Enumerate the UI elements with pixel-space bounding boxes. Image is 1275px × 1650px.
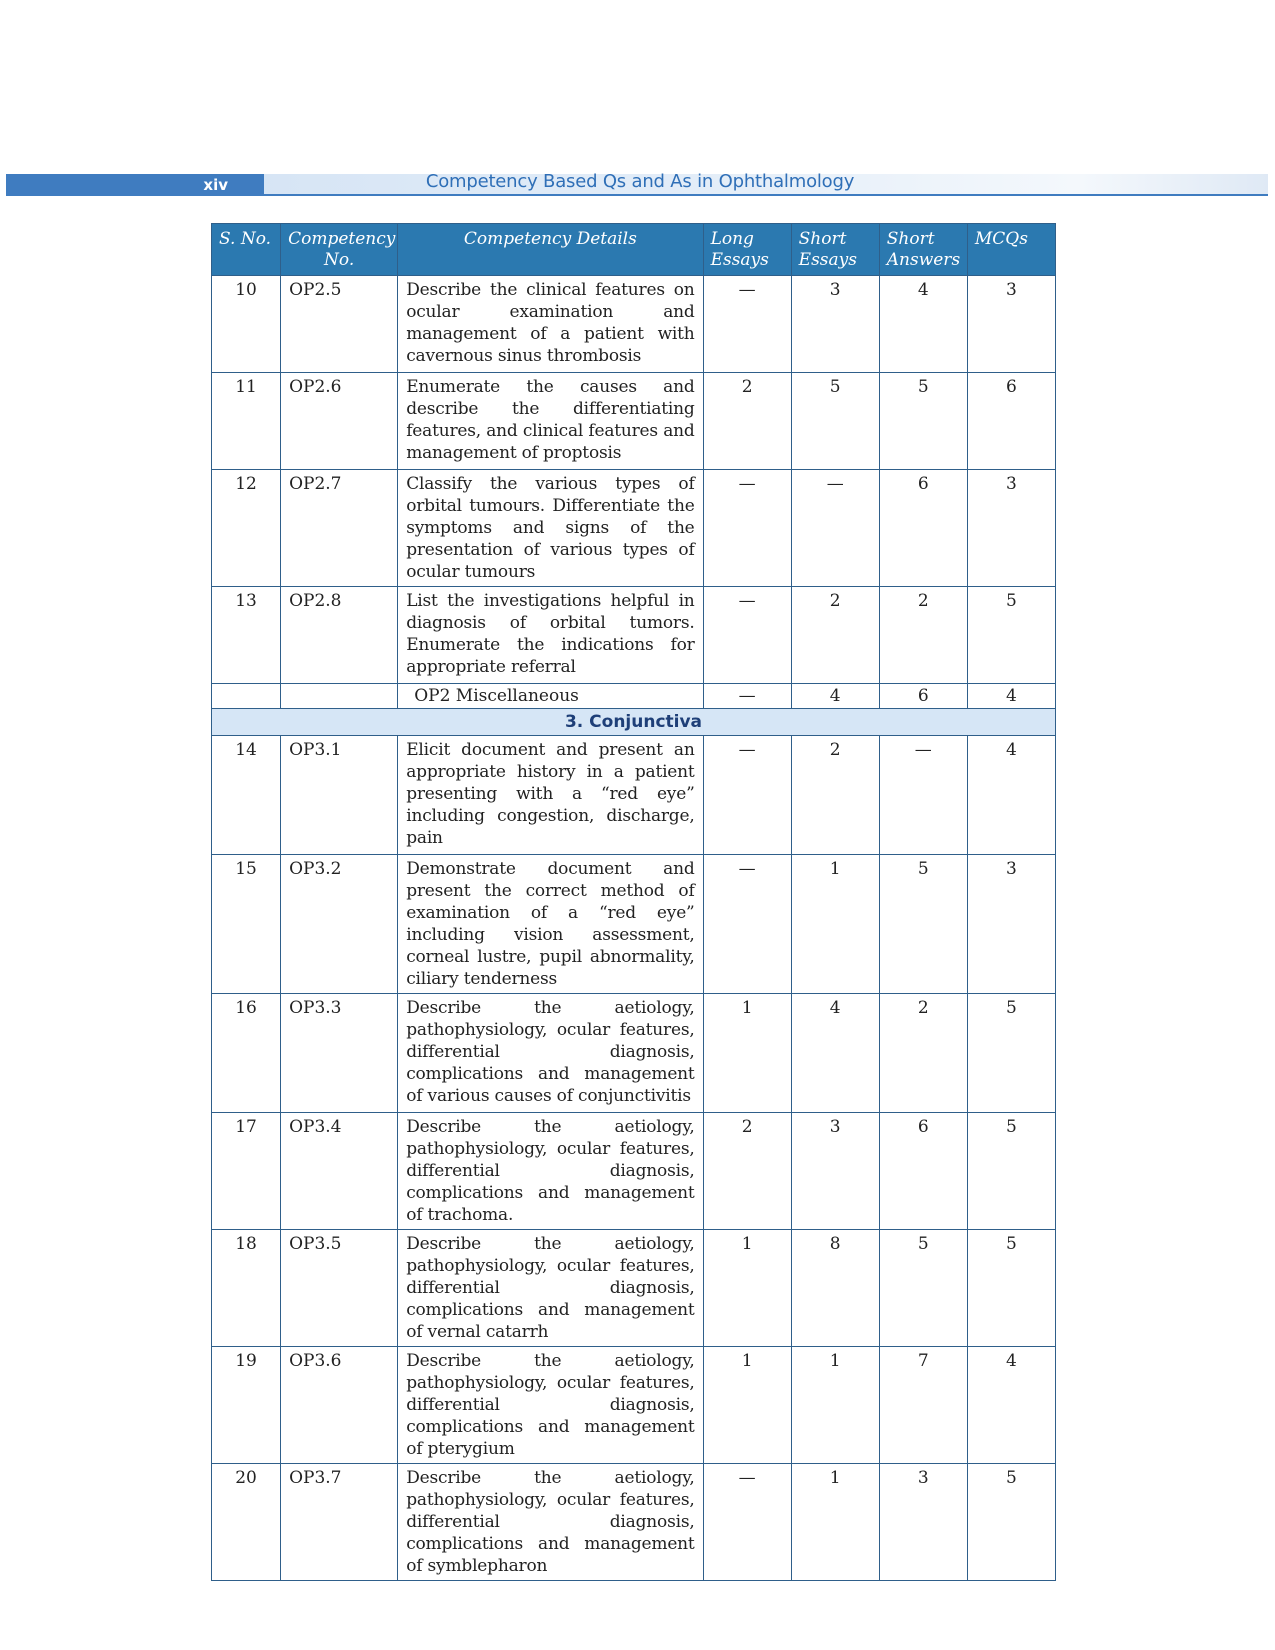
- row-competency-code: OP3.2: [281, 855, 398, 994]
- row-sno: 10: [212, 276, 281, 373]
- row-competency-code: OP3.4: [281, 1113, 398, 1230]
- row-short-essays: 3: [791, 276, 879, 373]
- row-details: Describe the aetiology, pathophysiology, ocular features, differential diagnosis, complications and management of vernal catarrh: [398, 1230, 703, 1347]
- row-mcqs: 3: [967, 470, 1055, 587]
- misc-short-essays: 4: [791, 684, 879, 709]
- misc-sno: [212, 684, 281, 709]
- page-number: xiv: [6, 174, 258, 195]
- row-short-answers: 2: [879, 994, 967, 1113]
- row-details: Enumerate the causes and describe the differentiating features, and clinical features and management of proptosis: [398, 373, 703, 470]
- column-header-details: Competency Details: [398, 224, 703, 276]
- row-mcqs: 4: [967, 736, 1055, 855]
- misc-label: OP2 Miscellaneous: [398, 684, 703, 709]
- row-details: Describe the aetiology, pathophysiology, ocular features, differential diagnosis, complications and management of various causes of conjunctivitis: [398, 994, 703, 1113]
- section-heading: 3. Conjunctiva: [212, 709, 1056, 736]
- row-long-essays: 1: [703, 994, 791, 1113]
- misc-long-essays: —: [703, 684, 791, 709]
- row-short-essays: 4: [791, 994, 879, 1113]
- row-sno: 19: [212, 1347, 281, 1464]
- row-short-essays: 1: [791, 1347, 879, 1464]
- row-mcqs: 3: [967, 855, 1055, 994]
- misc-mcqs: 4: [967, 684, 1055, 709]
- row-long-essays: 2: [703, 373, 791, 470]
- row-competency-code: OP2.6: [281, 373, 398, 470]
- row-details: Classify the various types of orbital tumours. Differentiate the symptoms and signs of the presentation of various types of ocular tumours: [398, 470, 703, 587]
- column-header-mcqs: MCQs: [967, 224, 1055, 276]
- competency-table: [211, 223, 1056, 1581]
- row-competency-code: OP3.7: [281, 1464, 398, 1581]
- row-competency-code: OP3.3: [281, 994, 398, 1113]
- row-long-essays: —: [703, 736, 791, 855]
- row-short-answers: 5: [879, 373, 967, 470]
- row-short-essays: 5: [791, 373, 879, 470]
- row-sno: 12: [212, 470, 281, 587]
- row-short-answers: 3: [879, 1464, 967, 1581]
- row-short-answers: 7: [879, 1347, 967, 1464]
- row-short-essays: —: [791, 470, 879, 587]
- row-sno: 20: [212, 1464, 281, 1581]
- row-short-essays: 3: [791, 1113, 879, 1230]
- row-short-answers: 2: [879, 587, 967, 684]
- row-details: Demonstrate document and present the correct method of examination of a “red eye” including vision assessment, corneal lustre, pupil abnormality, ciliary tenderness: [398, 855, 703, 994]
- row-details: Describe the clinical features on ocular examination and management of a patient with cavernous sinus thrombosis: [398, 276, 703, 373]
- row-long-essays: —: [703, 855, 791, 994]
- row-long-essays: —: [703, 276, 791, 373]
- row-details: Elicit document and present an appropriate history in a patient presenting with a “red eye” including congestion, discharge, pain: [398, 736, 703, 855]
- row-sno: 11: [212, 373, 281, 470]
- misc-short-answers: 6: [879, 684, 967, 709]
- row-short-essays: 1: [791, 855, 879, 994]
- column-header-competency-no: Competency No.: [281, 224, 398, 276]
- table-row: [212, 1230, 1056, 1347]
- row-competency-code: OP2.7: [281, 470, 398, 587]
- row-sno: 14: [212, 736, 281, 855]
- row-short-answers: 5: [879, 855, 967, 994]
- book-title: Competency Based Qs and As in Ophthalmology: [425, 171, 855, 192]
- column-header-sno: S. No.: [212, 224, 281, 276]
- row-short-answers: —: [879, 736, 967, 855]
- row-competency-code: OP2.8: [281, 587, 398, 684]
- table-row: [212, 994, 1056, 1113]
- row-details: Describe the aetiology, pathophysiology, ocular features, differential diagnosis, complications and management of symblepharon: [398, 1464, 703, 1581]
- row-sno: 15: [212, 855, 281, 994]
- row-sno: 16: [212, 994, 281, 1113]
- row-mcqs: 5: [967, 994, 1055, 1113]
- row-long-essays: —: [703, 587, 791, 684]
- table-row: [212, 1113, 1056, 1230]
- row-competency-code: OP2.5: [281, 276, 398, 373]
- row-long-essays: —: [703, 1464, 791, 1581]
- row-competency-code: OP3.1: [281, 736, 398, 855]
- row-sno: 17: [212, 1113, 281, 1230]
- row-details: Describe the aetiology, pathophysiology, ocular features, differential diagnosis, complications and management of trachoma.: [398, 1113, 703, 1230]
- row-long-essays: —: [703, 470, 791, 587]
- row-short-answers: 4: [879, 276, 967, 373]
- table-row: [212, 587, 1056, 684]
- column-header-long-essays: Long Essays: [703, 224, 791, 276]
- row-short-answers: 6: [879, 1113, 967, 1230]
- row-competency-code: OP3.5: [281, 1230, 398, 1347]
- row-long-essays: 2: [703, 1113, 791, 1230]
- table-row: [212, 1464, 1056, 1581]
- row-short-answers: 6: [879, 470, 967, 587]
- table-row: [212, 373, 1056, 470]
- table-row: [212, 276, 1056, 373]
- row-details: List the investigations helpful in diagnosis of orbital tumors. Enumerate the indications for appropriate referral: [398, 587, 703, 684]
- row-mcqs: 4: [967, 1347, 1055, 1464]
- table-row: [212, 470, 1056, 587]
- table-header-row: [212, 224, 1056, 276]
- row-sno: 18: [212, 1230, 281, 1347]
- row-mcqs: 5: [967, 1113, 1055, 1230]
- row-mcqs: 5: [967, 1230, 1055, 1347]
- row-mcqs: 6: [967, 373, 1055, 470]
- misc-row: [212, 684, 1056, 709]
- column-header-short-answers: Short Answers: [879, 224, 967, 276]
- row-short-essays: 2: [791, 587, 879, 684]
- row-short-essays: 8: [791, 1230, 879, 1347]
- row-short-essays: 2: [791, 736, 879, 855]
- table-row: [212, 855, 1056, 994]
- row-long-essays: 1: [703, 1347, 791, 1464]
- section-row: [212, 709, 1056, 736]
- row-short-essays: 1: [791, 1464, 879, 1581]
- row-mcqs: 5: [967, 587, 1055, 684]
- row-short-answers: 5: [879, 1230, 967, 1347]
- row-sno: 13: [212, 587, 281, 684]
- row-mcqs: 5: [967, 1464, 1055, 1581]
- row-mcqs: 3: [967, 276, 1055, 373]
- row-long-essays: 1: [703, 1230, 791, 1347]
- row-details: Describe the aetiology, pathophysiology, ocular features, differential diagnosis, complications and management of pterygium: [398, 1347, 703, 1464]
- table-row: [212, 736, 1056, 855]
- misc-code: [281, 684, 398, 709]
- row-competency-code: OP3.6: [281, 1347, 398, 1464]
- column-header-short-essays: Short Essays: [791, 224, 879, 276]
- table-row: [212, 1347, 1056, 1464]
